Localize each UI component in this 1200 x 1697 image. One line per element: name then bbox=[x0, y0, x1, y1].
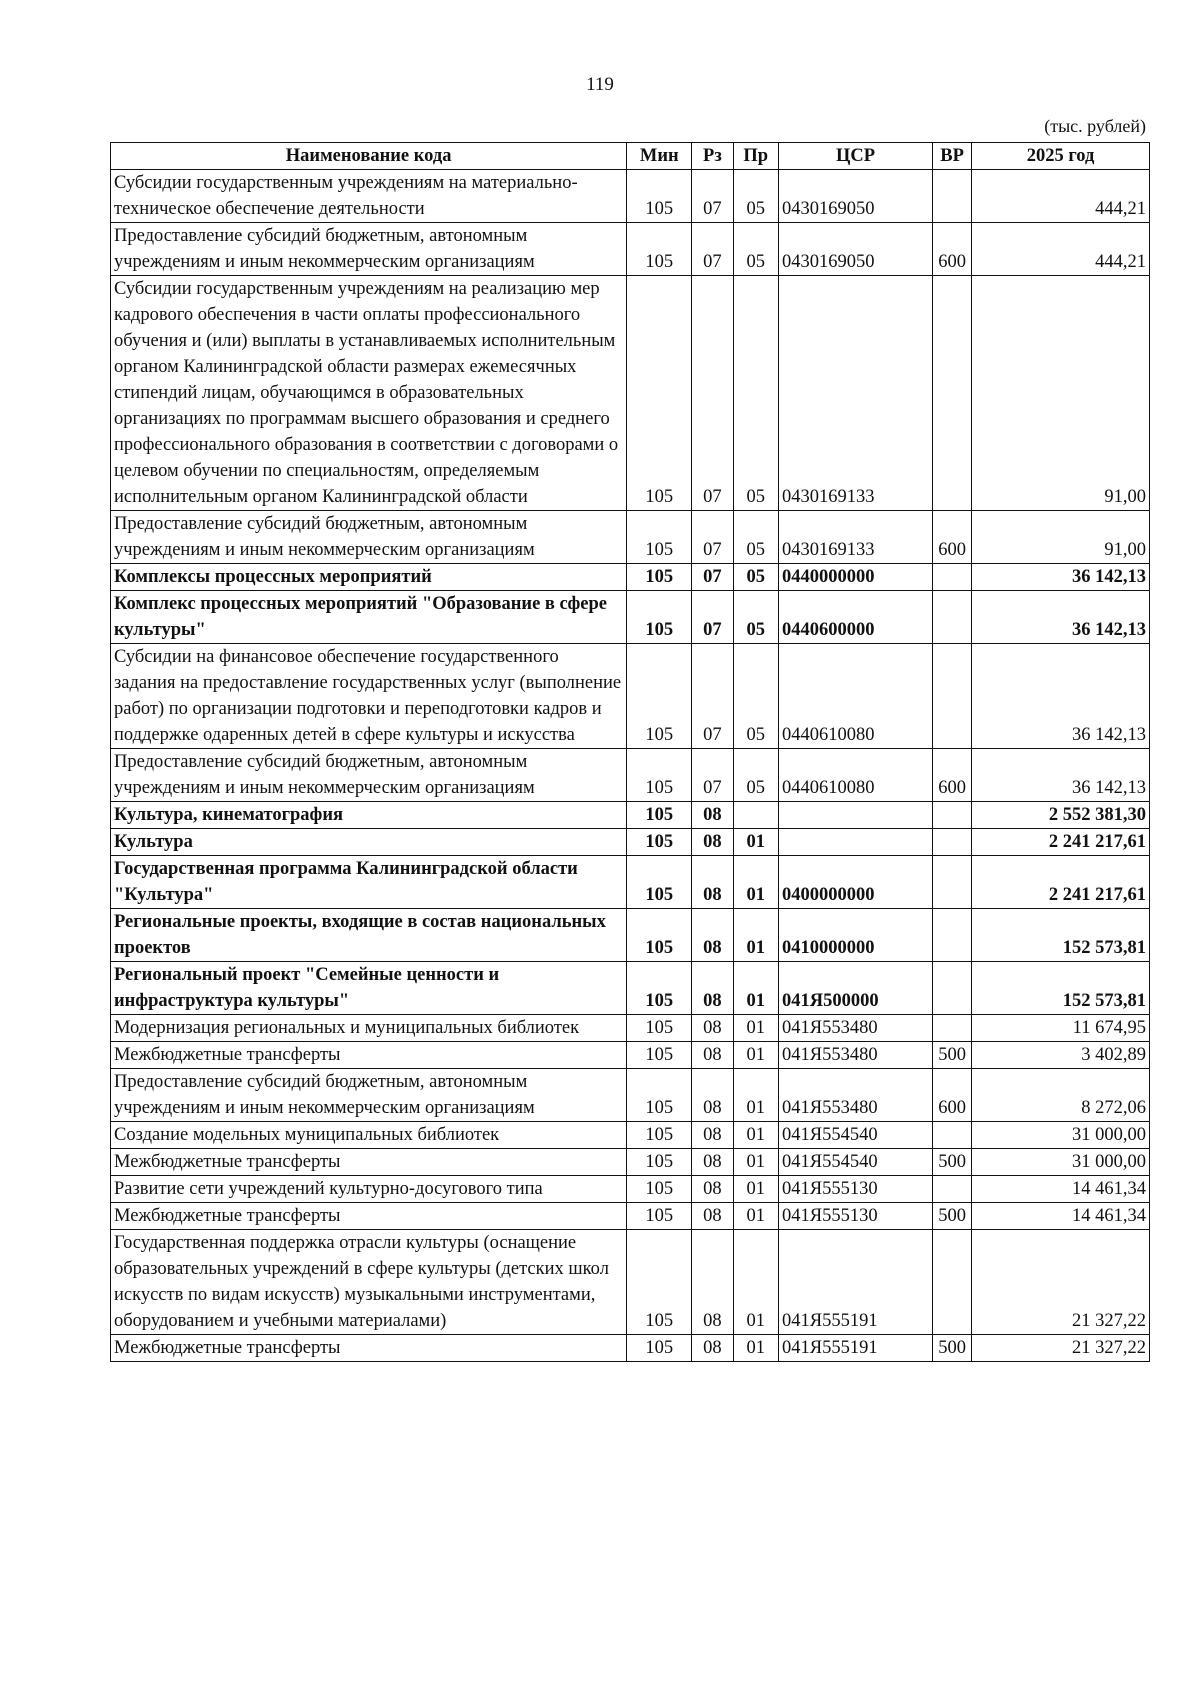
row-rz: 07 bbox=[692, 591, 733, 644]
header-csr: ЦСР bbox=[779, 143, 933, 170]
row-min: 105 bbox=[627, 1042, 692, 1069]
row-vr bbox=[933, 170, 972, 223]
row-vr bbox=[933, 1230, 972, 1335]
row-csr: 041Я554540 bbox=[779, 1122, 933, 1149]
table-row bbox=[111, 856, 1150, 909]
row-min: 105 bbox=[627, 511, 692, 564]
row-vr bbox=[933, 802, 972, 829]
row-name: Предоставление субсидий бюджетным, автономным учреждениям и иным некоммерческим организациям bbox=[111, 511, 627, 564]
row-min: 105 bbox=[627, 1149, 692, 1176]
row-rz: 08 bbox=[692, 856, 733, 909]
row-csr: 041Я500000 bbox=[779, 962, 933, 1015]
row-pr: 05 bbox=[733, 644, 779, 749]
row-rz: 07 bbox=[692, 511, 733, 564]
row-min: 105 bbox=[627, 276, 692, 511]
row-amount: 21 327,22 bbox=[972, 1230, 1150, 1335]
row-csr: 041Я554540 bbox=[779, 1149, 933, 1176]
row-min: 105 bbox=[627, 909, 692, 962]
row-vr bbox=[933, 276, 972, 511]
table-row bbox=[111, 749, 1150, 802]
row-amount: 14 461,34 bbox=[972, 1176, 1150, 1203]
row-amount: 152 573,81 bbox=[972, 962, 1150, 1015]
table-row bbox=[111, 1122, 1150, 1149]
row-name: Субсидии государственным учреждениям на материально-техническое обеспечение деятельности bbox=[111, 170, 627, 223]
row-min: 105 bbox=[627, 644, 692, 749]
row-min: 105 bbox=[627, 1015, 692, 1042]
row-amount: 91,00 bbox=[972, 511, 1150, 564]
row-vr: 600 bbox=[933, 749, 972, 802]
row-name: Комплекс процессных мероприятий "Образование в сфере культуры" bbox=[111, 591, 627, 644]
row-rz: 07 bbox=[692, 223, 733, 276]
row-vr bbox=[933, 1122, 972, 1149]
row-rz: 08 bbox=[692, 962, 733, 1015]
row-min: 105 bbox=[627, 962, 692, 1015]
row-min: 105 bbox=[627, 749, 692, 802]
row-pr: 01 bbox=[733, 1122, 779, 1149]
row-pr: 01 bbox=[733, 1230, 779, 1335]
table-body bbox=[111, 170, 1150, 1362]
header-min: Мин bbox=[627, 143, 692, 170]
table-row bbox=[111, 962, 1150, 1015]
row-csr: 0400000000 bbox=[779, 856, 933, 909]
row-csr: 041Я553480 bbox=[779, 1015, 933, 1042]
row-vr bbox=[933, 856, 972, 909]
row-vr bbox=[933, 909, 972, 962]
row-name: Государственная программа Калининградской области "Культура" bbox=[111, 856, 627, 909]
row-pr: 05 bbox=[733, 223, 779, 276]
row-name: Предоставление субсидий бюджетным, автономным учреждениям и иным некоммерческим организациям bbox=[111, 223, 627, 276]
row-amount: 152 573,81 bbox=[972, 909, 1150, 962]
table-row bbox=[111, 829, 1150, 856]
row-min: 105 bbox=[627, 1122, 692, 1149]
row-rz: 07 bbox=[692, 170, 733, 223]
table-row bbox=[111, 909, 1150, 962]
row-amount: 11 674,95 bbox=[972, 1015, 1150, 1042]
row-csr: 041Я555130 bbox=[779, 1203, 933, 1230]
table-row bbox=[111, 802, 1150, 829]
row-rz: 08 bbox=[692, 802, 733, 829]
row-vr: 500 bbox=[933, 1042, 972, 1069]
row-rz: 08 bbox=[692, 829, 733, 856]
row-min: 105 bbox=[627, 170, 692, 223]
row-name: Субсидии на финансовое обеспечение государственного задания на предоставление государственных услуг (выполнение работ) по организации подготовки и переподготовки кадров и поддержке одаренных детей в сфере культуры и искусства bbox=[111, 644, 627, 749]
row-rz: 08 bbox=[692, 1230, 733, 1335]
row-csr: 0440610080 bbox=[779, 749, 933, 802]
table-row bbox=[111, 223, 1150, 276]
row-amount: 444,21 bbox=[972, 223, 1150, 276]
row-min: 105 bbox=[627, 1203, 692, 1230]
row-pr bbox=[733, 802, 779, 829]
row-min: 105 bbox=[627, 1069, 692, 1122]
table-header-row bbox=[111, 143, 1150, 170]
row-pr: 05 bbox=[733, 591, 779, 644]
row-csr: 041Я553480 bbox=[779, 1069, 933, 1122]
row-min: 105 bbox=[627, 223, 692, 276]
row-rz: 08 bbox=[692, 1335, 733, 1362]
table-row bbox=[111, 1203, 1150, 1230]
row-pr: 01 bbox=[733, 1176, 779, 1203]
row-name: Предоставление субсидий бюджетным, автономным учреждениям и иным некоммерческим организациям bbox=[111, 1069, 627, 1122]
row-pr: 01 bbox=[733, 1203, 779, 1230]
row-rz: 08 bbox=[692, 1122, 733, 1149]
row-name: Модернизация региональных и муниципальных библиотек bbox=[111, 1015, 627, 1042]
row-csr bbox=[779, 829, 933, 856]
row-csr: 0410000000 bbox=[779, 909, 933, 962]
row-vr: 500 bbox=[933, 1335, 972, 1362]
row-rz: 08 bbox=[692, 909, 733, 962]
row-rz: 07 bbox=[692, 749, 733, 802]
row-name: Межбюджетные трансферты bbox=[111, 1149, 627, 1176]
row-name: Региональный проект "Семейные ценности и инфраструктура культуры" bbox=[111, 962, 627, 1015]
header-vr: ВР bbox=[933, 143, 972, 170]
row-rz: 08 bbox=[692, 1042, 733, 1069]
row-name: Межбюджетные трансферты bbox=[111, 1335, 627, 1362]
row-csr: 0440610080 bbox=[779, 644, 933, 749]
table-row bbox=[111, 564, 1150, 591]
row-vr bbox=[933, 644, 972, 749]
row-pr: 01 bbox=[733, 829, 779, 856]
row-csr: 0430169050 bbox=[779, 170, 933, 223]
row-min: 105 bbox=[627, 564, 692, 591]
row-pr: 01 bbox=[733, 1042, 779, 1069]
table-row bbox=[111, 511, 1150, 564]
row-pr: 05 bbox=[733, 276, 779, 511]
row-min: 105 bbox=[627, 1230, 692, 1335]
table-row bbox=[111, 1176, 1150, 1203]
row-pr: 01 bbox=[733, 962, 779, 1015]
row-rz: 07 bbox=[692, 276, 733, 511]
row-csr: 0430169133 bbox=[779, 511, 933, 564]
row-csr: 0430169050 bbox=[779, 223, 933, 276]
row-min: 105 bbox=[627, 1335, 692, 1362]
row-pr: 05 bbox=[733, 511, 779, 564]
row-pr: 01 bbox=[733, 1335, 779, 1362]
row-amount: 91,00 bbox=[972, 276, 1150, 511]
row-min: 105 bbox=[627, 1176, 692, 1203]
row-rz: 07 bbox=[692, 564, 733, 591]
row-pr: 05 bbox=[733, 749, 779, 802]
table-row bbox=[111, 1069, 1150, 1122]
row-csr: 041Я555191 bbox=[779, 1230, 933, 1335]
row-amount: 2 552 381,30 bbox=[972, 802, 1150, 829]
row-vr bbox=[933, 962, 972, 1015]
row-name: Субсидии государственным учреждениям на реализацию мер кадрового обеспечения в части оплаты профессионального обучения и (или) выплаты в устанавливаемых исполнительным органом Калининградской области размерах ежемесячных стипендий лицам, обучающимся в образовательных организациях по программам высшего образования и среднего профессионального образования в соответствии с договорами о целевом обучении по специальностям, определяемым исполнительным органом Калининградской области bbox=[111, 276, 627, 511]
row-name: Культура, кинематография bbox=[111, 802, 627, 829]
budget-table bbox=[110, 142, 1150, 1362]
header-pr: Пр bbox=[733, 143, 779, 170]
row-pr: 01 bbox=[733, 909, 779, 962]
page-number: 119 bbox=[586, 74, 614, 95]
row-csr: 0430169133 bbox=[779, 276, 933, 511]
row-csr: 041Я555191 bbox=[779, 1335, 933, 1362]
row-name: Создание модельных муниципальных библиотек bbox=[111, 1122, 627, 1149]
row-vr: 500 bbox=[933, 1203, 972, 1230]
row-name: Межбюджетные трансферты bbox=[111, 1203, 627, 1230]
row-name: Межбюджетные трансферты bbox=[111, 1042, 627, 1069]
row-vr: 600 bbox=[933, 511, 972, 564]
row-amount: 444,21 bbox=[972, 170, 1150, 223]
table-row bbox=[111, 1149, 1150, 1176]
row-name: Развитие сети учреждений культурно-досугового типа bbox=[111, 1176, 627, 1203]
row-vr: 500 bbox=[933, 1149, 972, 1176]
row-rz: 08 bbox=[692, 1069, 733, 1122]
row-amount: 31 000,00 bbox=[972, 1122, 1150, 1149]
row-amount: 36 142,13 bbox=[972, 564, 1150, 591]
row-rz: 08 bbox=[692, 1015, 733, 1042]
table-row bbox=[111, 591, 1150, 644]
row-min: 105 bbox=[627, 591, 692, 644]
row-amount: 2 241 217,61 bbox=[972, 829, 1150, 856]
row-vr bbox=[933, 1176, 972, 1203]
row-rz: 08 bbox=[692, 1203, 733, 1230]
header-name: Наименование кода bbox=[111, 143, 627, 170]
row-vr bbox=[933, 564, 972, 591]
table-row bbox=[111, 1335, 1150, 1362]
header-year: 2025 год bbox=[972, 143, 1150, 170]
row-pr: 01 bbox=[733, 1149, 779, 1176]
table-row bbox=[111, 276, 1150, 511]
row-vr bbox=[933, 1015, 972, 1042]
row-amount: 31 000,00 bbox=[972, 1149, 1150, 1176]
row-vr bbox=[933, 591, 972, 644]
row-name: Государственная поддержка отрасли культуры (оснащение образовательных учреждений в сфере культуры (детских школ искусств по видам искусств) музыкальными инструментами, оборудованием и учебными материалами) bbox=[111, 1230, 627, 1335]
row-csr: 0440000000 bbox=[779, 564, 933, 591]
row-rz: 08 bbox=[692, 1176, 733, 1203]
units-label: (тыс. рублей) bbox=[1044, 116, 1146, 136]
row-vr bbox=[933, 829, 972, 856]
row-amount: 3 402,89 bbox=[972, 1042, 1150, 1069]
row-csr: 041Я555130 bbox=[779, 1176, 933, 1203]
header-rz: Рз bbox=[692, 143, 733, 170]
row-csr bbox=[779, 802, 933, 829]
row-amount: 2 241 217,61 bbox=[972, 856, 1150, 909]
row-name: Комплексы процессных мероприятий bbox=[111, 564, 627, 591]
row-rz: 08 bbox=[692, 1149, 733, 1176]
row-name: Региональные проекты, входящие в состав национальных проектов bbox=[111, 909, 627, 962]
row-amount: 14 461,34 bbox=[972, 1203, 1150, 1230]
row-pr: 01 bbox=[733, 1069, 779, 1122]
row-amount: 36 142,13 bbox=[972, 591, 1150, 644]
row-pr: 01 bbox=[733, 1015, 779, 1042]
row-vr: 600 bbox=[933, 223, 972, 276]
table-row bbox=[111, 1230, 1150, 1335]
row-min: 105 bbox=[627, 856, 692, 909]
row-pr: 05 bbox=[733, 564, 779, 591]
row-amount: 36 142,13 bbox=[972, 749, 1150, 802]
table-row bbox=[111, 1042, 1150, 1069]
row-min: 105 bbox=[627, 802, 692, 829]
row-pr: 01 bbox=[733, 856, 779, 909]
table-row bbox=[111, 170, 1150, 223]
row-amount: 21 327,22 bbox=[972, 1335, 1150, 1362]
row-pr: 05 bbox=[733, 170, 779, 223]
row-csr: 0440600000 bbox=[779, 591, 933, 644]
row-amount: 36 142,13 bbox=[972, 644, 1150, 749]
row-csr: 041Я553480 bbox=[779, 1042, 933, 1069]
row-rz: 07 bbox=[692, 644, 733, 749]
table-row bbox=[111, 1015, 1150, 1042]
row-name: Предоставление субсидий бюджетным, автономным учреждениям и иным некоммерческим организациям bbox=[111, 749, 627, 802]
row-min: 105 bbox=[627, 829, 692, 856]
table-row bbox=[111, 644, 1150, 749]
row-vr: 600 bbox=[933, 1069, 972, 1122]
row-amount: 8 272,06 bbox=[972, 1069, 1150, 1122]
row-name: Культура bbox=[111, 829, 627, 856]
